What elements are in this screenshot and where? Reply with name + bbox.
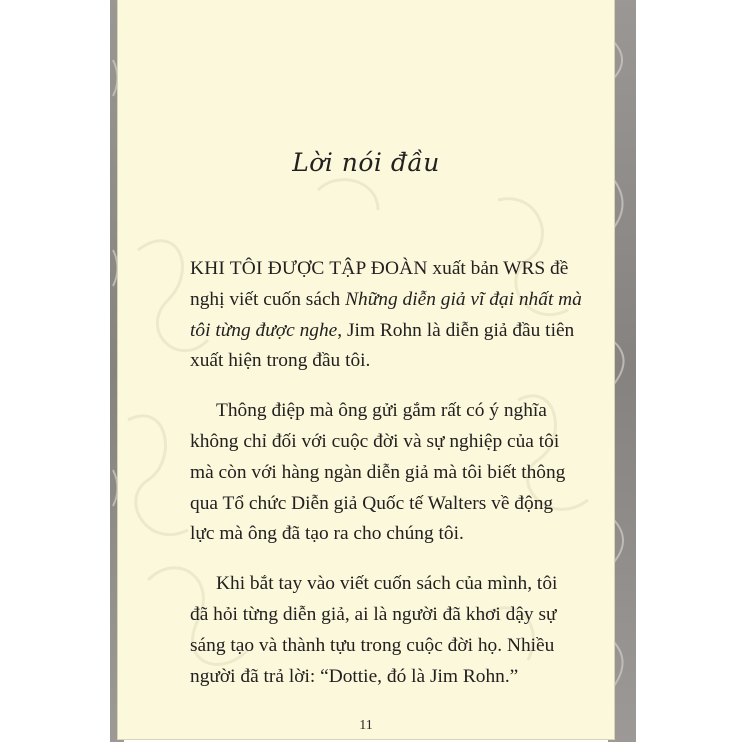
text-line: không chỉ đối với cuộc đời và sự nghiệp của tôi bbox=[190, 430, 560, 452]
page-title: Lời nói đầu bbox=[292, 148, 440, 177]
paragraph-2 bbox=[190, 396, 566, 550]
paragraph-1 bbox=[190, 254, 582, 377]
paragraph-3 bbox=[190, 569, 558, 692]
text-line: sáng tạo và thành tựu trong cuộc đời họ. Nhiều bbox=[190, 634, 555, 656]
text-line: mà còn với hàng ngàn diễn giả mà tôi biết thông bbox=[190, 461, 566, 483]
book-title-italic: Những diễn giả vĩ đại nhất mà bbox=[345, 288, 582, 310]
text-line: người đã trả lời: “Dottie, đó là Jim Rohn.” bbox=[190, 665, 519, 687]
page-number: 11 bbox=[359, 718, 373, 733]
text-line: Thông điệp mà ông gửi gắm rất có ý nghĩa bbox=[216, 400, 547, 422]
text-line: Khi bắt tay vào viết cuốn sách của mình, tôi bbox=[216, 573, 558, 595]
text-line: KHI TÔI ĐƯỢC TẬP ĐOÀN xuất bản WRS đề bbox=[190, 258, 569, 279]
text-line: xuất hiện trong đầu tôi. bbox=[190, 350, 371, 372]
text-line: nghị viết cuốn sách Những diễn giả vĩ đại nhất mà bbox=[190, 288, 582, 310]
text-line: qua Tổ chức Diễn giả Quốc tế Walters về động bbox=[190, 492, 554, 514]
book-title-italic: tôi từng được nghe bbox=[190, 319, 338, 341]
text-line: lực mà ông đã tạo ra cho chúng tôi. bbox=[190, 523, 464, 545]
text-line: tôi từng được nghe, Jim Rohn là diễn giả đầu tiên bbox=[190, 319, 575, 341]
text-line: đã hỏi từng diễn giả, ai là người đã khơi dậy sự bbox=[190, 603, 557, 625]
book-page bbox=[118, 0, 614, 739]
body-text bbox=[190, 254, 582, 692]
